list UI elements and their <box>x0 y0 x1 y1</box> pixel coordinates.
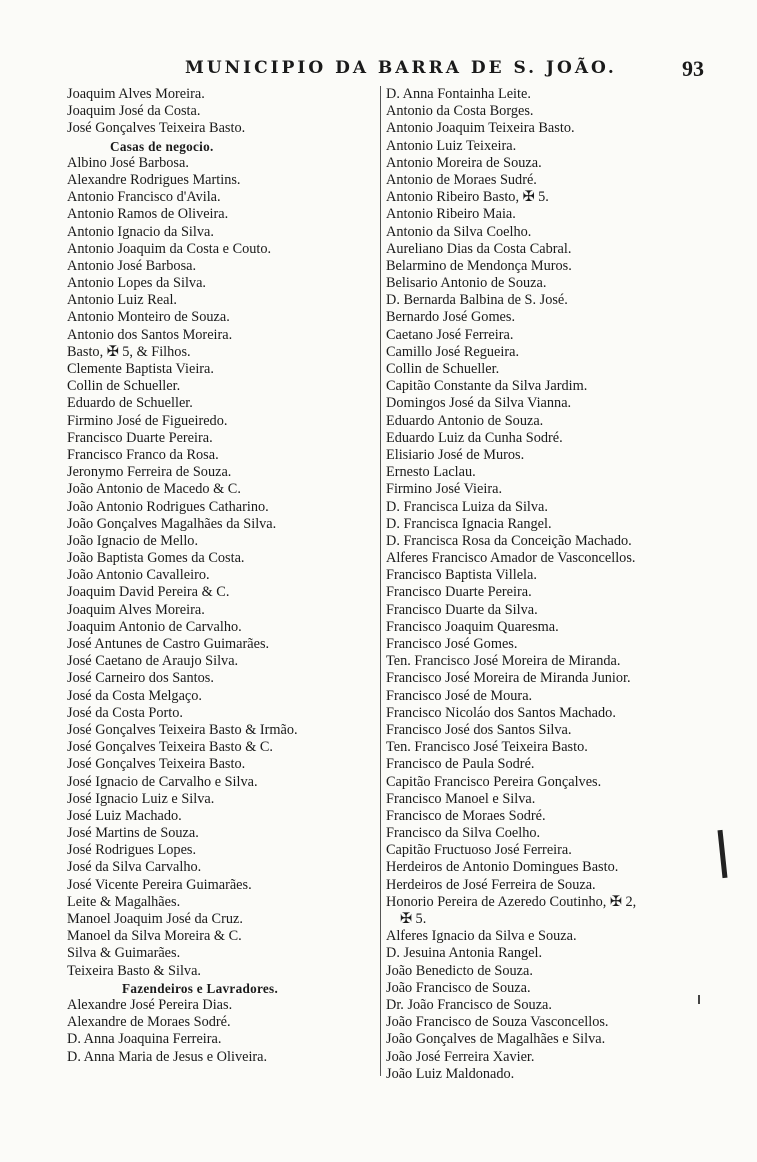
list-item: Joaquim David Pereira & C. <box>67 584 230 601</box>
list-item: Antonio José Barbosa. <box>67 257 197 274</box>
list-item: Francisco Duarte da Silva. <box>386 601 538 618</box>
list-item: Francisco Joaquim Quaresma. <box>386 618 559 635</box>
list-item: Antonio Ignacio da Silva. <box>67 223 214 240</box>
list-item: João Gonçalves Magalhães da Silva. <box>67 515 277 532</box>
list-item: Alexandre José Pereira Dias. <box>67 996 233 1013</box>
list-item: Antonio Ribeiro Maia. <box>386 206 516 223</box>
list-item: Alferes Ignacio da Silva e Souza. <box>386 928 577 945</box>
list-item: Antonio Luiz Real. <box>67 292 177 309</box>
list-item: Francisco Duarte Pereira. <box>67 429 213 446</box>
list-item: João Antonio Rodrigues Catharino. <box>67 498 269 515</box>
list-item: Alexandre de Moraes Sodré. <box>67 1014 231 1031</box>
page-title: MUNICIPIO DA BARRA DE S. JOÃO. <box>185 58 617 78</box>
list-item: Francisco Franco da Rosa. <box>67 446 219 463</box>
list-item: Joaquim José da Costa. <box>67 103 201 120</box>
list-item: José Ignacio de Carvalho e Silva. <box>67 773 258 790</box>
list-item: Dr. João Francisco de Souza. <box>386 996 552 1013</box>
list-item: Teixeira Basto & Silva. <box>67 962 201 979</box>
list-item: João Francisco de Souza Vasconcellos. <box>386 1014 609 1031</box>
list-item: Antonio da Silva Coelho. <box>386 223 532 240</box>
ink-mark <box>718 830 728 878</box>
list-item: José Vicente Pereira Guimarães. <box>67 876 252 893</box>
list-item: Antonio Francisco d'Avila. <box>67 189 221 206</box>
list-item: Belisario Antonio de Souza. <box>386 275 547 292</box>
list-item: Bernardo José Gomes. <box>386 309 516 326</box>
list-item: Silva & Guimarães. <box>67 945 181 962</box>
list-item: Caetano José Ferreira. <box>386 326 514 343</box>
list-item: D. Bernarda Balbina de S. José. <box>386 292 568 309</box>
list-item: Eduardo Antonio de Souza. <box>386 412 544 429</box>
list-item: Capitão Constante da Silva Jardim. <box>386 378 588 395</box>
list-item: Joaquim Alves Moreira. <box>67 86 205 102</box>
list-item: José Antunes de Castro Guimarães. <box>67 636 270 652</box>
list-item: João Antonio Cavalleiro. <box>67 567 210 584</box>
list-item: Joaquim Antonio de Carvalho. <box>67 618 242 635</box>
list-item: Antonio Moreira de Souza. <box>386 154 542 171</box>
list-item: José Carneiro dos Santos. <box>67 670 214 687</box>
list-item: Collin de Schueller. <box>386 361 500 377</box>
right-column <box>386 86 716 1083</box>
list-item: Clemente Baptista Vieira. <box>67 361 214 377</box>
list-item: Francisco José dos Santos Silva. <box>386 721 572 738</box>
list-item: José da Costa Porto. <box>67 704 183 721</box>
list-item: José Rodrigues Lopes. <box>67 842 197 859</box>
list-item: Firmino José de Figueiredo. <box>67 412 228 429</box>
list-item: Alferes Francisco Amador de Vasconcellos. <box>386 550 636 567</box>
list-item: Capitão Fructuoso José Ferreira. <box>386 842 572 859</box>
list-item: Manoel da Silva Moreira & C. <box>67 928 242 945</box>
list-item: D. Anna Fontainha Leite. <box>386 86 531 102</box>
list-item: Aureliano Dias da Costa Cabral. <box>386 240 572 257</box>
list-item: Herdeiros de José Ferreira de Souza. <box>386 876 596 893</box>
list-item: Francisco Duarte Pereira. <box>386 584 532 601</box>
list-item: Francisco José Gomes. <box>386 636 518 652</box>
list-item: Antonio Joaquim Teixeira Basto. <box>386 120 575 137</box>
list-item: D. Anna Maria de Jesus e Oliveira. <box>67 1048 268 1065</box>
list-item: Antonio Ribeiro Basto, ✠ 5. <box>386 189 549 206</box>
list-item: D. Jesuina Antonia Rangel. <box>386 945 543 962</box>
list-item: D. Francisca Rosa da Conceição Machado. <box>386 532 632 549</box>
list-item: José Gonçalves Teixeira Basto & C. <box>67 739 273 756</box>
list-item: Francisco da Silva Coelho. <box>386 825 541 842</box>
list-item: Antonio Joaquim da Costa e Couto. <box>67 240 272 257</box>
list-item: Belarmino de Mendonça Muros. <box>386 257 572 274</box>
list-item: Antonio de Moraes Sudré. <box>386 171 537 188</box>
list-item: Francisco Manoel e Silva. <box>386 790 536 807</box>
list-item: D. Anna Joaquina Ferreira. <box>67 1031 222 1048</box>
list-item: Jeronymo Ferreira de Souza. <box>67 464 232 481</box>
list-item: João Luiz Maldonado. <box>386 1065 515 1082</box>
list-item: Francisco de Moraes Sodré. <box>386 807 546 824</box>
list-item: Leite & Magalhães. <box>67 893 181 910</box>
list-item: José da Silva Carvalho. <box>67 859 202 876</box>
list-item: Ernesto Laclau. <box>386 464 476 481</box>
list-item: Honorio Pereira de Azeredo Coutinho, ✠ 2, <box>386 893 637 910</box>
list-item: José Ignacio Luiz e Silva. <box>67 790 215 807</box>
list-item: João Gonçalves de Magalhães e Silva. <box>386 1031 606 1048</box>
list-item: Capitão Francisco Pereira Gonçalves. <box>386 773 602 790</box>
list-item: Domingos José da Silva Vianna. <box>386 395 572 412</box>
list-item: Ten. Francisco José Moreira de Miranda. <box>386 653 621 670</box>
list-item: Firmino José Vieira. <box>386 481 503 498</box>
list-item: José Caetano de Araujo Silva. <box>67 653 239 670</box>
list-item: José Martins de Souza. <box>67 825 199 842</box>
list-item: José Gonçalves Teixeira Basto. <box>67 756 246 773</box>
ink-speck <box>698 995 700 1004</box>
list-item: Alexandre Rodrigues Martins. <box>67 171 241 188</box>
column-divider <box>380 86 381 1076</box>
list-item: João Francisco de Souza. <box>386 979 531 996</box>
left-column <box>67 86 377 1066</box>
list-item: Eduardo Luiz da Cunha Sodré. <box>386 429 563 446</box>
section-heading: Casas de negocio. <box>110 138 214 154</box>
list-item: Ten. Francisco José Teixeira Basto. <box>386 739 588 756</box>
list-item: Francisco José de Moura. <box>386 687 533 704</box>
list-item: Camillo José Regueira. <box>386 343 520 360</box>
list-item: José da Costa Melgaço. <box>67 687 202 704</box>
list-item: Manoel Joaquim José da Cruz. <box>67 911 243 927</box>
list-item: Albino José Barbosa. <box>67 154 189 171</box>
page-number: 93 <box>682 56 704 81</box>
list-item: João Ignacio de Mello. <box>67 532 199 549</box>
list-item: José Luiz Machado. <box>67 807 182 824</box>
list-item: Collin de Schueller. <box>67 378 181 395</box>
list-item: João Benedicto de Souza. <box>386 962 533 979</box>
list-item: Eduardo de Schueller. <box>67 395 193 412</box>
list-item: João José Ferreira Xavier. <box>386 1048 535 1065</box>
list-item: Joaquim Alves Moreira. <box>67 601 205 618</box>
list-item: Antonio da Costa Borges. <box>386 103 534 120</box>
section-heading: Fazendeiros e Lavradores. <box>122 980 279 996</box>
list-item: João Baptista Gomes da Costa. <box>67 550 245 567</box>
list-item: D. Francisca Ignacia Rangel. <box>386 515 552 532</box>
list-item: Antonio Monteiro de Souza. <box>67 309 230 326</box>
list-item: José Gonçalves Teixeira Basto. <box>67 120 246 137</box>
list-item: Antonio Ramos de Oliveira. <box>67 206 229 223</box>
list-item: Antonio Lopes da Silva. <box>67 275 206 292</box>
page-header <box>0 58 757 86</box>
list-item: Basto, ✠ 5, & Filhos. <box>67 343 191 360</box>
list-item: Francisco de Paula Sodré. <box>386 756 535 773</box>
list-item-continuation: ✠ 5. <box>400 911 427 927</box>
list-item: Francisco José Moreira de Miranda Junior. <box>386 670 631 687</box>
list-item: Herdeiros de Antonio Domingues Basto. <box>386 859 619 876</box>
list-item: Francisco Baptista Villela. <box>386 567 537 584</box>
list-item: Antonio dos Santos Moreira. <box>67 326 233 343</box>
list-item: João Antonio de Macedo & C. <box>67 481 241 498</box>
list-item: D. Francisca Luiza da Silva. <box>386 498 548 515</box>
list-item: Antonio Luiz Teixeira. <box>386 137 517 154</box>
list-item: José Gonçalves Teixeira Basto & Irmão. <box>67 721 298 738</box>
list-item: Elisiario José de Muros. <box>386 446 525 463</box>
list-item: Francisco Nicoláo dos Santos Machado. <box>386 704 616 721</box>
